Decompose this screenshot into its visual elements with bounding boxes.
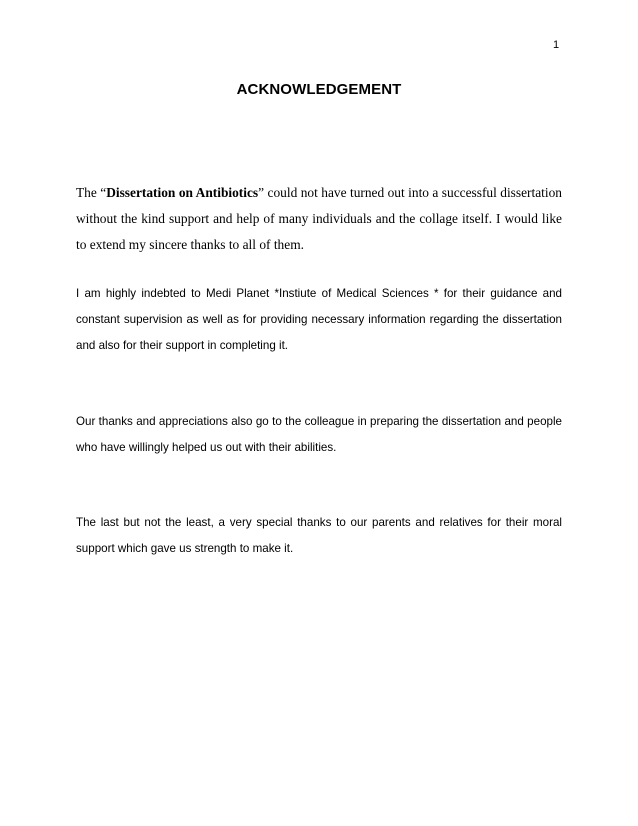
dissertation-title: Dissertation on Antibiotics bbox=[106, 185, 259, 200]
paragraph-intro bbox=[76, 180, 562, 258]
page-number: 1 bbox=[553, 39, 560, 51]
paragraph-colleague: Our thanks and appreciations also go to the colleague in preparing the dissertation and people who have willingly helped us out with their abilities. bbox=[76, 415, 562, 454]
paragraph-intro-after: ” could not have turned out into a successful dissertation without the kind support and help of many individuals and the collage itself. I would like to extend my sincere thanks to all of them. bbox=[76, 185, 563, 252]
paragraph-intro-before: The “ bbox=[76, 185, 107, 200]
page-title: ACKNOWLEDGEMENT bbox=[236, 81, 402, 98]
paragraph-parents: The last but not the least, a very special thanks to our parents and relatives for their moral support which gave us strength to make it. bbox=[76, 516, 562, 555]
paragraph-indebted: I am highly indebted to Medi Planet *Instiute of Medical Sciences * for their guidance and constant supervision as well as for providing necessary information regarding the dissertation and also for their support in completing it. bbox=[76, 287, 562, 352]
